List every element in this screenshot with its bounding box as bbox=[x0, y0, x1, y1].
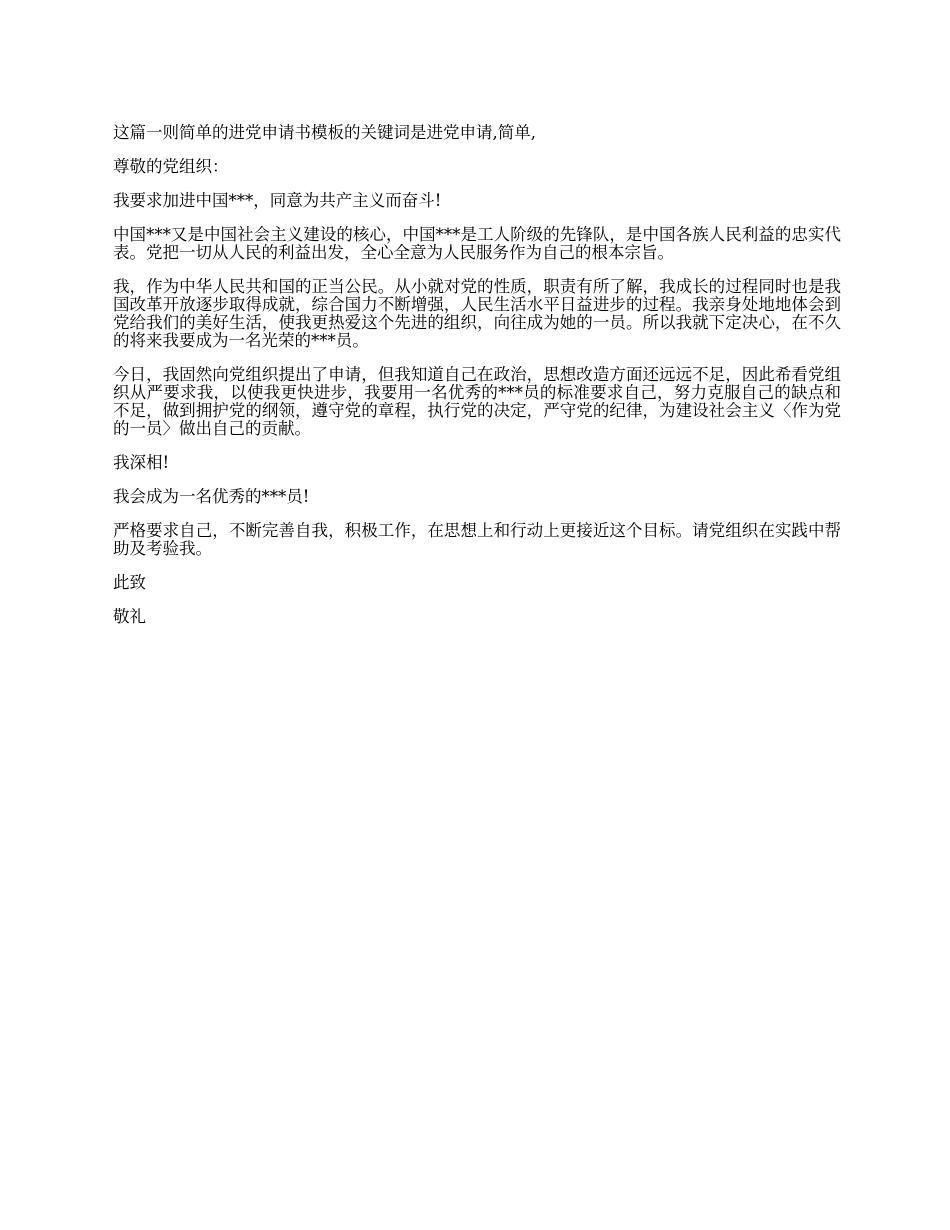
paragraph-personal-background: 我，作为中华人民共和国的正当公民。从小就对党的性质，职责有所了解，我成长的过程同时也是我国改革开放逐步取得成就，综合国力不断增强，人民生活水平日益进步的过程。我亲身处地地体会到党给我们的美好生活，使我更热爱这个先进的组织，向往成为她的一员。所以我就下定决心，在不久的将来我要成为一名光荣的***员。 bbox=[113, 277, 841, 350]
salutation: 尊敬的党组织： bbox=[113, 157, 229, 176]
paragraph-goal: 我会成为一名优秀的***员! bbox=[113, 487, 310, 506]
document-body bbox=[113, 124, 841, 642]
closing-line: 此致 bbox=[113, 573, 146, 592]
paragraph-belief: 我深相! bbox=[113, 453, 170, 472]
paragraph-commitment: 今日，我固然向党组织提出了申请，但我知道自己在政治，思想改造方面还远远不足，因此希看党组织从严要求我，以使我更快进步，我要用一名优秀的***员的标准要求自己，努力克服自己的缺点和不足，做到拥护党的纲领，遵守党的章程，执行党的决定，严守党的纪律，为建设社会主义〈作为党的一员〉做出自己的贡献。 bbox=[113, 365, 841, 438]
closing-regards: 敬礼 bbox=[113, 607, 146, 626]
paragraph-self-improvement: 严格要求自己，不断完善自我，积极工作，在思想上和行动上更接近这个目标。请党组织在实践中帮助及考验我。 bbox=[113, 521, 841, 558]
intro-line: 这篇一则简单的进党申请书模板的关键词是进党申请,简单, bbox=[113, 123, 536, 142]
paragraph-request: 我要求加进中国***，同意为共产主义而奋斗! bbox=[113, 191, 442, 210]
paragraph-party-role: 中国***又是中国社会主义建设的核心，中国***是工人阶级的先锋队，是中国各族人民利益的忠实代表。党把一切从人民的利益出发，全心全意为人民服务作为自己的根本宗旨。 bbox=[113, 225, 841, 262]
